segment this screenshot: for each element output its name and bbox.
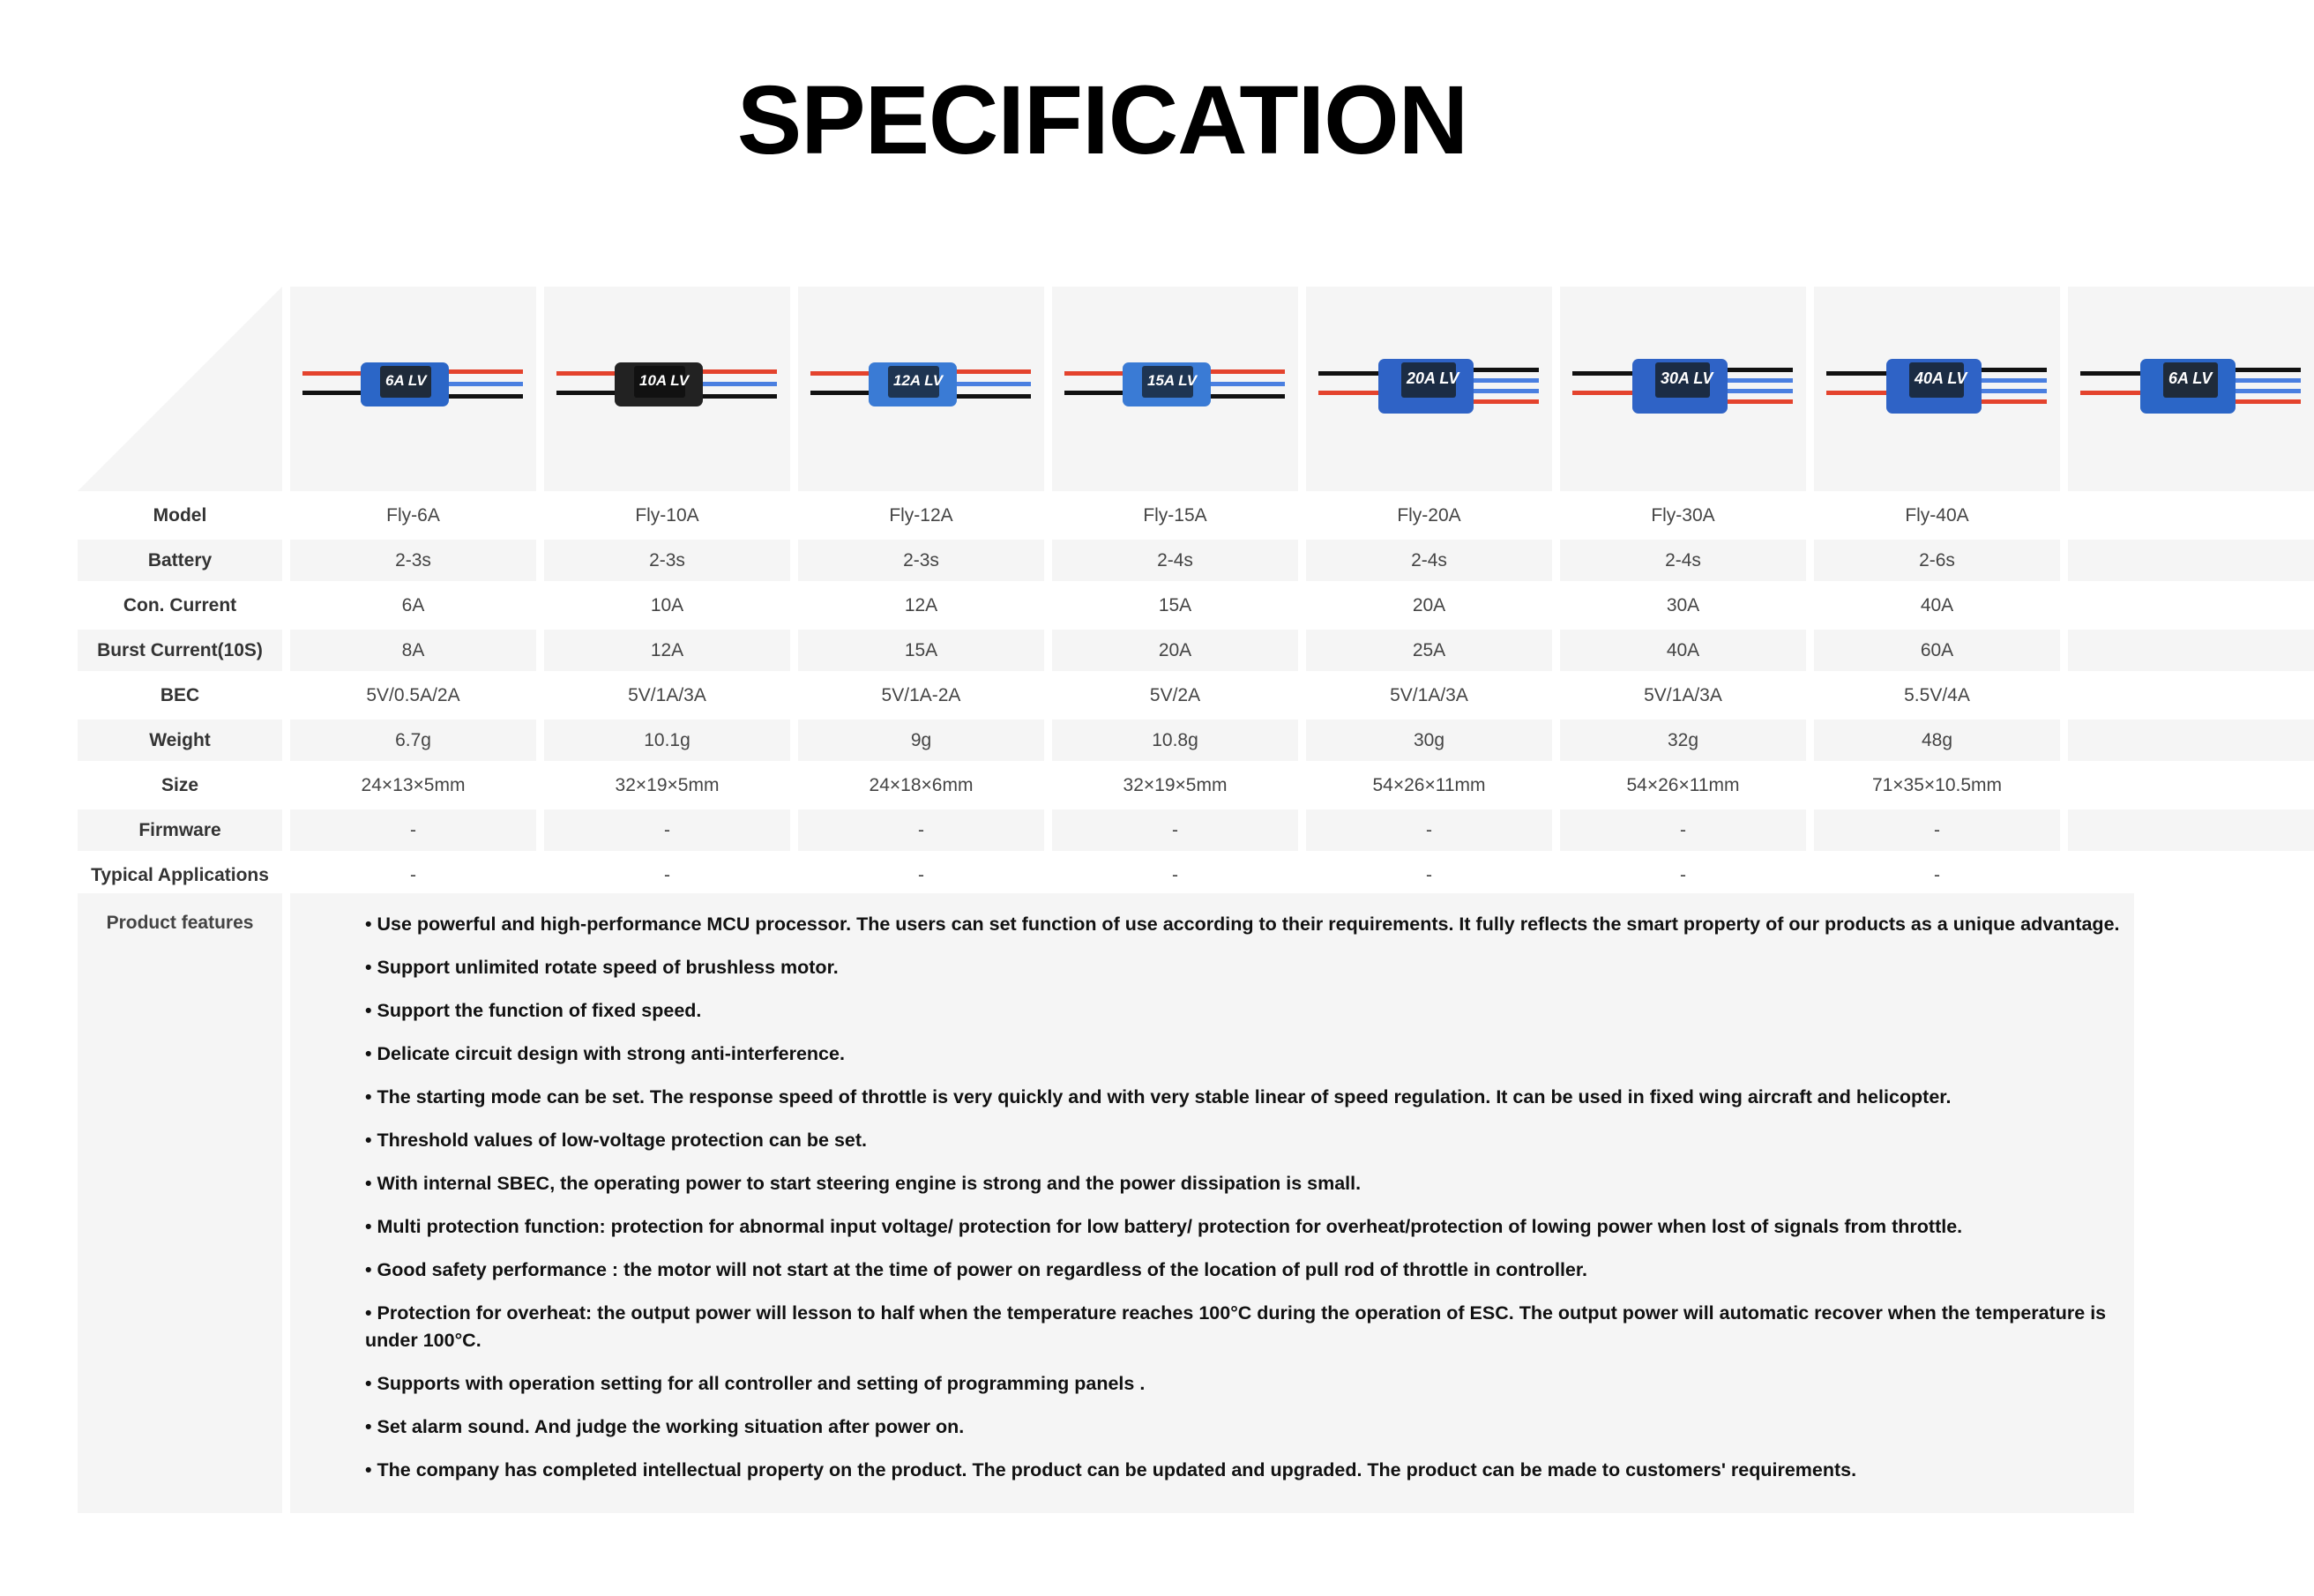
feature-item: • Multi protection function: protection for abnormal input voltage/ protection for low battery/ protection for overheat/protection of lowing power when lost of signals from throttle. (365, 1216, 1963, 1237)
spec-cell-battery: 2-4s (1052, 540, 1298, 581)
spec-cell-typical-applications: - (664, 864, 670, 885)
feature-item: • Support the function of fixed speed. (365, 1000, 702, 1021)
spec-cell-typical-applications: - (918, 864, 924, 885)
spec-cell-weight: 9g (798, 720, 1044, 761)
spec-cell-burst-current: 40A (1560, 630, 1806, 671)
spec-cell-size: 24×18×6mm (869, 774, 974, 795)
esc-product-image (1064, 357, 1285, 419)
features-panel (290, 893, 2134, 1513)
spec-cell-bec: 5V/0.5A/2A (366, 684, 460, 705)
spec-cell-typical-applications: - (1934, 864, 1940, 885)
spec-cell-model: Fly-20A (1397, 504, 1461, 526)
spec-cell-battery: 2-3s (798, 540, 1044, 581)
spec-cell-bec: 5V/1A/3A (628, 684, 706, 705)
feature-item: • Use powerful and high-performance MCU processor. The users can set function of use according to their requirements. It fully reflects the smart property of our products as a unique advantage. (365, 914, 2120, 935)
spec-cell-model: Fly-6A (386, 504, 440, 526)
svg-text:30A LV: 30A LV (1661, 369, 1713, 387)
spec-cell-bec: 5V/1A-2A (881, 684, 961, 705)
spec-cell-size: 71×35×10.5mm (1871, 774, 2003, 795)
feature-item: • Supports with operation setting for all controller and setting of programming panels . (365, 1373, 1146, 1394)
svg-text:15A LV: 15A LV (1147, 372, 1198, 389)
esc-product-image (1572, 357, 1793, 419)
spec-cell-burst-current: 60A (1814, 630, 2060, 671)
features-list (365, 911, 2124, 1500)
spec-cell-weight: 10.1g (544, 720, 790, 761)
spec-cell-typical-applications: - (1680, 864, 1686, 885)
spec-cell-battery: 2-4s (1560, 540, 1806, 581)
spec-cell-bec: 5.5V/4A (1904, 684, 1970, 705)
spec-cell-burst-current: 20A (1052, 630, 1298, 671)
feature-item: • Protection for overheat: the output power will lesson to half when the temperature reaches 100°C during the operation of ESC. The output power will automatic recover when the temperature is under 100°C. (365, 1302, 2107, 1351)
spec-cell-burst-current: 15A (798, 630, 1044, 671)
esc-product-image (302, 357, 523, 419)
page-title: SPECIFICATION (736, 66, 1468, 175)
spec-cell-firmware (2068, 809, 2314, 851)
features-label: Product features (78, 893, 282, 1513)
spec-cell-firmware: - (1814, 809, 2060, 851)
spec-cell-firmware: - (798, 809, 1044, 851)
svg-text:6A LV: 6A LV (385, 372, 427, 389)
spec-cell-model (2068, 495, 2314, 536)
spec-cell-typical-applications: - (1172, 864, 1178, 885)
spec-cell-burst-current (2068, 630, 2314, 671)
row-label-battery: Battery (78, 540, 282, 581)
spec-cell-weight: 30g (1306, 720, 1552, 761)
spec-cell-weight: 32g (1560, 720, 1806, 761)
spec-cell-con-current: 30A (1666, 594, 1700, 615)
spec-cell-bec: 5V/2A (1149, 684, 1201, 705)
spec-cell-model: Fly-15A (1143, 504, 1207, 526)
row-label-size: Size (160, 774, 199, 795)
spec-cell-battery: 2-3s (290, 540, 536, 581)
spec-cell-model: Fly-40A (1905, 504, 1969, 526)
feature-item: • Good safety performance : the motor will not start at the time of power on regardless of the location of pull rod of throttle in controller. (365, 1259, 1588, 1280)
spec-cell-typical-applications (2068, 854, 2314, 896)
row-label-typical-applications: Typical Applications (91, 864, 269, 885)
spec-cell-con-current: 12A (904, 594, 938, 615)
esc-product-image (556, 357, 777, 419)
svg-text:6A LV: 6A LV (2168, 369, 2213, 387)
spec-cell-con-current: 20A (1412, 594, 1446, 615)
product-image-cell (798, 287, 1044, 491)
spec-cell-con-current: 10A (650, 594, 684, 615)
spec-cell-battery: 2-3s (544, 540, 790, 581)
esc-product-image (810, 357, 1031, 419)
spec-cell-firmware: - (544, 809, 790, 851)
row-label-bec: BEC (160, 684, 200, 705)
spec-cell-firmware: - (1560, 809, 1806, 851)
spec-cell-model: Fly-30A (1651, 504, 1715, 526)
corner-triangle (78, 287, 282, 491)
feature-item: • Threshold values of low-voltage protection can be set. (365, 1130, 868, 1151)
spec-cell-size (2068, 764, 2314, 806)
spec-cell-bec (2068, 675, 2314, 716)
esc-product-image (1318, 357, 1539, 419)
spec-cell-size: 54×26×11mm (1372, 774, 1486, 795)
feature-item: • The starting mode can be set. The response speed of throttle is very quickly and with very stable linear of speed regulation. It can be used in fixed wing aircraft and helicopter. (365, 1086, 1952, 1108)
product-image-cell-partial (2068, 287, 2314, 491)
row-label-firmware: Firmware (78, 809, 282, 851)
spec-cell-size: 32×19×5mm (615, 774, 720, 795)
spec-cell-weight: 48g (1814, 720, 2060, 761)
product-image-cell (1560, 287, 1806, 491)
spec-cell-typical-applications: - (1426, 864, 1432, 885)
spec-cell-con-current: 15A (1158, 594, 1192, 615)
svg-text:12A LV: 12A LV (893, 372, 944, 389)
spec-cell-bec: 5V/1A/3A (1644, 684, 1722, 705)
spec-cell-weight (2068, 720, 2314, 761)
spec-cell-burst-current: 25A (1306, 630, 1552, 671)
spec-cell-battery: 2-4s (1306, 540, 1552, 581)
spec-cell-weight: 6.7g (290, 720, 536, 761)
feature-item: • Support unlimited rotate speed of brushless motor. (365, 957, 839, 978)
row-label-burst-current: Burst Current(10S) (78, 630, 282, 671)
product-image-cell (290, 287, 536, 491)
spec-cell-bec: 5V/1A/3A (1390, 684, 1468, 705)
svg-text:20A LV: 20A LV (1407, 369, 1459, 387)
product-image-cell (1052, 287, 1298, 491)
spec-cell-typical-applications: - (410, 864, 416, 885)
esc-product-image (2080, 357, 2301, 419)
spec-cell-battery: 2-6s (1814, 540, 2060, 581)
spec-cell-con-current: 40A (1920, 594, 1954, 615)
feature-item: • Set alarm sound. And judge the working situation after power on. (365, 1416, 965, 1437)
spec-cell-size: 24×13×5mm (361, 774, 466, 795)
feature-item: • Delicate circuit design with strong anti-interference. (365, 1043, 845, 1064)
product-image-cell (1814, 287, 2060, 491)
svg-text:10A LV: 10A LV (639, 372, 690, 389)
row-label-weight: Weight (78, 720, 282, 761)
spec-cell-burst-current: 8A (290, 630, 536, 671)
spec-cell-battery (2068, 540, 2314, 581)
spec-cell-con-current (2068, 585, 2314, 626)
spec-cell-burst-current: 12A (544, 630, 790, 671)
feature-item: • With internal SBEC, the operating power to start steering engine is strong and the power dissipation is small. (365, 1173, 1362, 1194)
svg-text:40A LV: 40A LV (1915, 369, 1967, 387)
spec-cell-firmware: - (1306, 809, 1552, 851)
spec-cell-size: 54×26×11mm (1626, 774, 1740, 795)
spec-cell-weight: 10.8g (1052, 720, 1298, 761)
feature-item: • The company has completed intellectual property on the product. The product can be updated and upgraded. The product can be made to customers' requirements. (365, 1459, 1857, 1480)
esc-product-image (1826, 357, 2047, 419)
spec-cell-size: 32×19×5mm (1123, 774, 1228, 795)
spec-cell-model: Fly-12A (889, 504, 953, 526)
spec-cell-con-current: 6A (401, 594, 425, 615)
specification-table (78, 287, 2213, 1513)
spec-cell-model: Fly-10A (635, 504, 699, 526)
row-label-con-current: Con. Current (123, 594, 237, 615)
product-image-cell (544, 287, 790, 491)
product-image-cell (1306, 287, 1552, 491)
row-label-model: Model (153, 504, 207, 526)
spec-cell-firmware: - (290, 809, 536, 851)
spec-cell-firmware: - (1052, 809, 1298, 851)
